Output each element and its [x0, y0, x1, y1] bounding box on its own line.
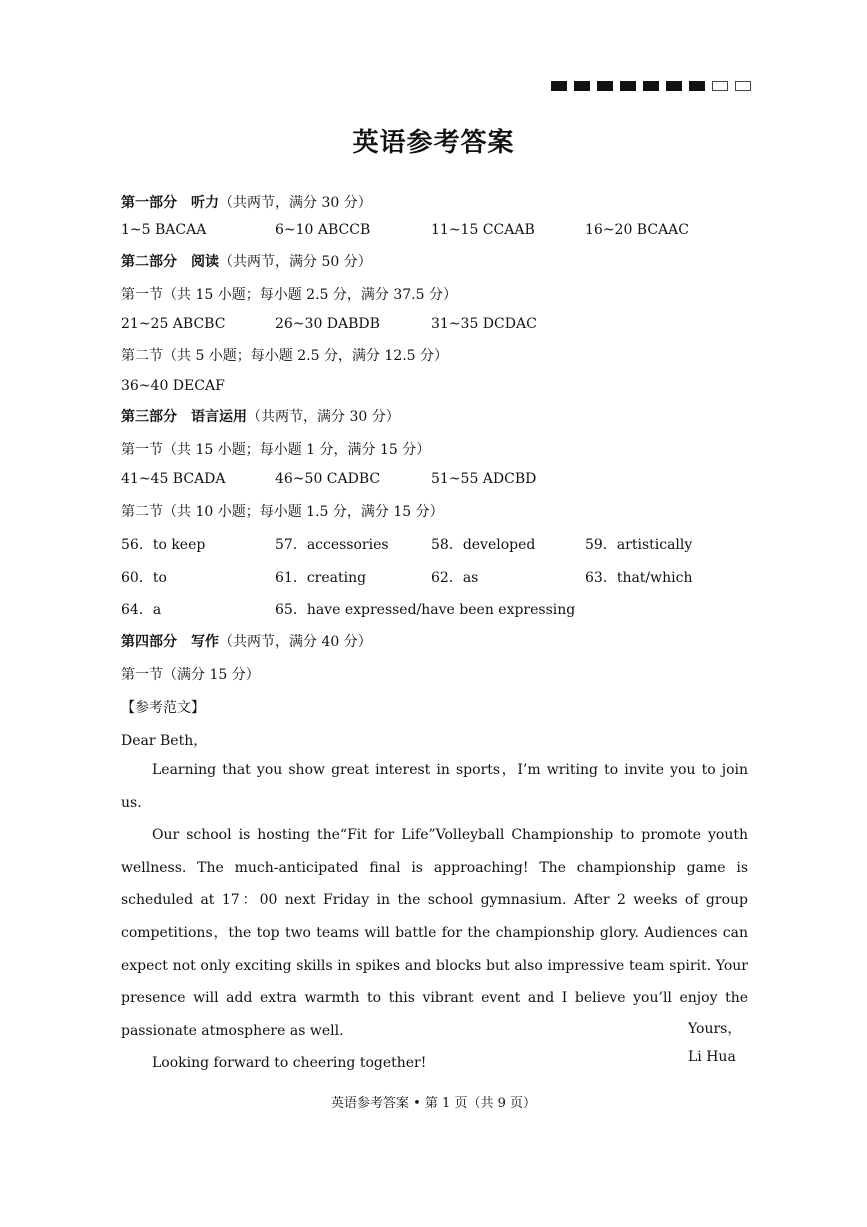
part2-header: 第二部分 阅读	[121, 254, 219, 270]
part2-answer: 31~35 DCDAC	[431, 316, 537, 332]
fill-answer: 58．developed	[431, 537, 536, 553]
part1-header: 第一部分 听力	[121, 195, 219, 211]
fill-answer: 65．have expressed/have been expressing	[275, 602, 576, 618]
fill-answer: 62．as	[431, 570, 479, 586]
part3-answer: 41~45 BCADA	[121, 471, 226, 487]
filled-square	[666, 81, 682, 91]
part1-note: （共两节，满分 30 分）	[219, 195, 372, 211]
fill-answer: 60．to	[121, 570, 167, 586]
essay-closing: Yours，	[688, 1021, 742, 1037]
part1-heading	[121, 192, 372, 212]
part4-header: 第四部分 写作	[121, 634, 219, 650]
part2-answer: 26~30 DABDB	[275, 316, 380, 332]
part3-heading	[121, 406, 400, 426]
part3-section1: 第一节（共 15 小题；每小题 1 分，满分 15 分）	[121, 442, 431, 458]
essay-paragraph: Learning that you show great interest in sports，I’m writing to invite you to join us.	[121, 762, 748, 811]
empty-square	[712, 81, 728, 91]
part4-section1: 第一节（满分 15 分）	[121, 667, 260, 683]
part2-section2: 第二节（共 5 小题；每小题 2.5 分，满分 12.5 分）	[121, 348, 449, 364]
filled-square	[643, 81, 659, 91]
part3-answer: 46~50 CADBC	[275, 471, 381, 487]
part1-answer: 6~10 ABCCB	[275, 222, 371, 238]
part2-heading	[121, 251, 372, 271]
part1-answer: 11~15 CCAAB	[431, 222, 535, 238]
fill-answer: 57．accessories	[275, 537, 389, 553]
filled-square	[689, 81, 705, 91]
sample-essay-label: 【参考范文】	[121, 700, 205, 716]
fill-answer: 59．artistically	[585, 537, 693, 553]
part1-answer: 1~5 BACAA	[121, 222, 207, 238]
filled-square	[574, 81, 590, 91]
page-footer: 英语参考答案 • 第 1 页（共 9 页）	[330, 1096, 536, 1111]
part4-note: （共两节，满分 40 分）	[219, 634, 372, 650]
part2-section1: 第一节（共 15 小题；每小题 2.5 分，满分 37.5 分）	[121, 287, 457, 303]
fill-answer: 63．that/which	[585, 570, 693, 586]
essay-paragraph: Our school is hosting the“Fit for Life”Volleyball Championship to promote youth wellness. The much-anticipated final is approaching! The championship game is scheduled at 17：00 next Friday in the school gymnasium. After 2 weeks of group competitions，the top two teams will battle for the championship glory. Audiences can expect not only exciting skills in spikes and blocks but also impressive team spirit. Your presence will add extra warmth to this vibrant event and I believe you’ll enjoy the passionate atmosphere as well.	[121, 827, 748, 1039]
fill-answer: 56．to keep	[121, 537, 206, 553]
filled-square	[551, 81, 567, 91]
filled-square	[620, 81, 636, 91]
part3-note: （共两节，满分 30 分）	[247, 409, 400, 425]
filled-square	[597, 81, 613, 91]
essay-signature: Li Hua	[688, 1049, 736, 1065]
part3-section2: 第二节（共 10 小题；每小题 1.5 分，满分 15 分）	[121, 504, 444, 520]
fill-answer: 61．creating	[275, 570, 367, 586]
part3-header: 第三部分 语言运用	[121, 409, 247, 425]
part4-heading	[121, 631, 372, 651]
part2-answer: 36~40 DECAF	[121, 378, 225, 394]
sample-essay	[121, 754, 748, 1080]
part2-answer: 21~25 ABCBC	[121, 316, 226, 332]
part3-answer: 51~55 ADCBD	[431, 471, 537, 487]
part2-note: （共两节，满分 50 分）	[219, 254, 372, 270]
page-title: 英语参考答案	[352, 128, 515, 158]
essay-paragraph: Looking forward to cheering together!	[152, 1055, 427, 1072]
header-squares	[551, 81, 751, 91]
fill-answer: 64．a	[121, 602, 162, 618]
empty-square	[735, 81, 751, 91]
part1-answer: 16~20 BCAAC	[585, 222, 690, 238]
essay-greeting: Dear Beth，	[121, 733, 208, 749]
